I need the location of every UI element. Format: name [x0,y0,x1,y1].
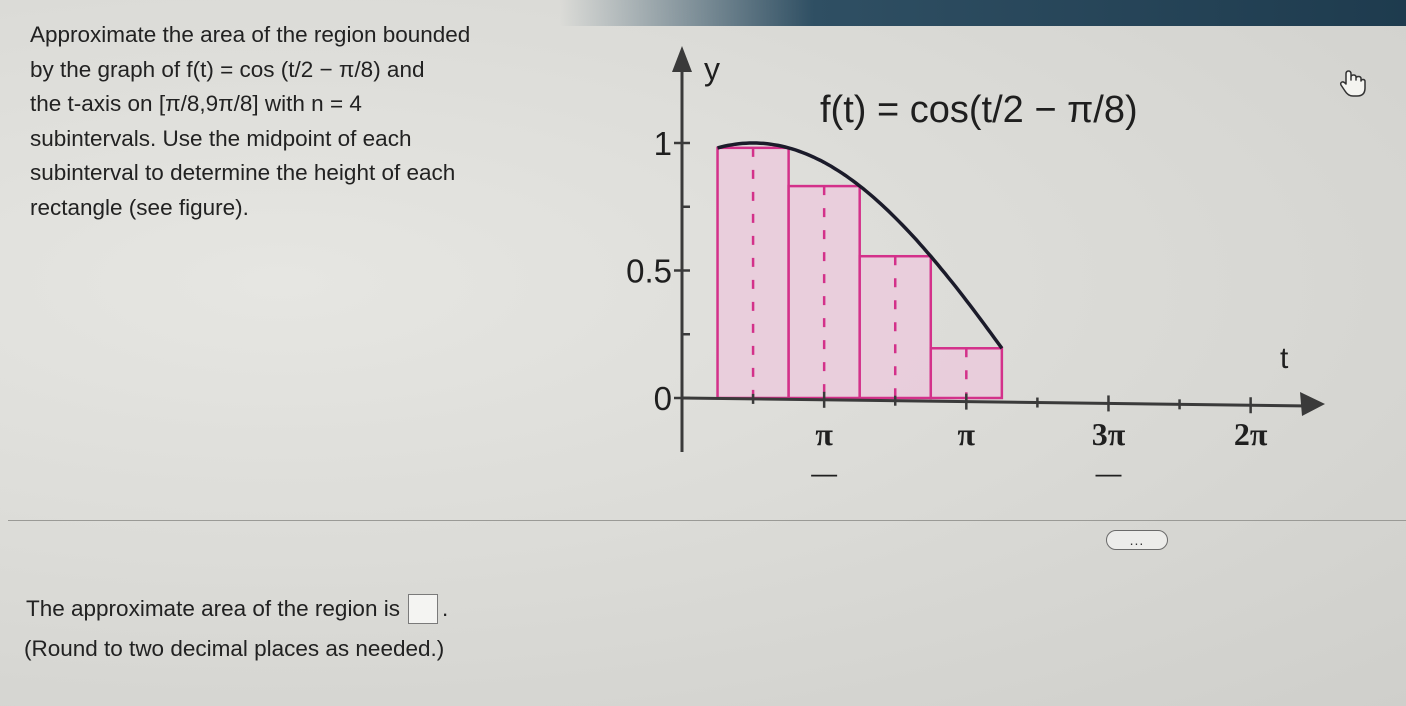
answer-prefix: The approximate area of the region is [26,596,400,621]
hand-cursor-icon [1336,66,1370,100]
riemann-rectangle [718,148,789,398]
answer-input[interactable] [408,594,438,624]
x-tick-label: π [815,416,833,452]
rounding-note: (Round to two decimal places as needed.) [24,636,445,661]
question-line: subinterval to determine the height of each [30,160,456,186]
more-options-button[interactable]: ... [1106,530,1168,550]
y-tick-label: 0.5 [626,252,672,290]
t-axis-arrow [1300,392,1325,416]
answer-line [26,594,448,624]
section-divider [8,520,1406,521]
y-axis-arrow [672,46,692,72]
x-tick-label: 3π [1091,416,1126,452]
question-line: the t-axis on [π/8,9π/8] with n = 4 [30,91,362,117]
x-tick-label: 2π [1233,416,1268,452]
t-axis-label: t [1280,342,1289,375]
x-tick-label: π [957,416,976,452]
x-tick-label-denominator: — [1095,458,1122,488]
answer-suffix: . [441,596,449,621]
question-line: rectangle (see figure). [30,194,249,220]
window-top-bar [560,0,1406,26]
question-line: by the graph of f(t) = cos (t/2 − π/8) and [30,56,425,82]
question-text [30,18,590,226]
riemann-sum-graph [580,30,1340,500]
question-line: subintervals. Use the midpoint of each [30,125,412,151]
x-tick-label-denominator: — [811,458,838,488]
function-label: f(t) = cos(t/2 − π/8) [820,89,1138,131]
question-line: Approximate the area of the region bounded [30,22,471,47]
y-tick-label: 0 [653,380,672,417]
y-tick-label: 1 [653,125,672,162]
y-axis-label: y [704,51,720,87]
